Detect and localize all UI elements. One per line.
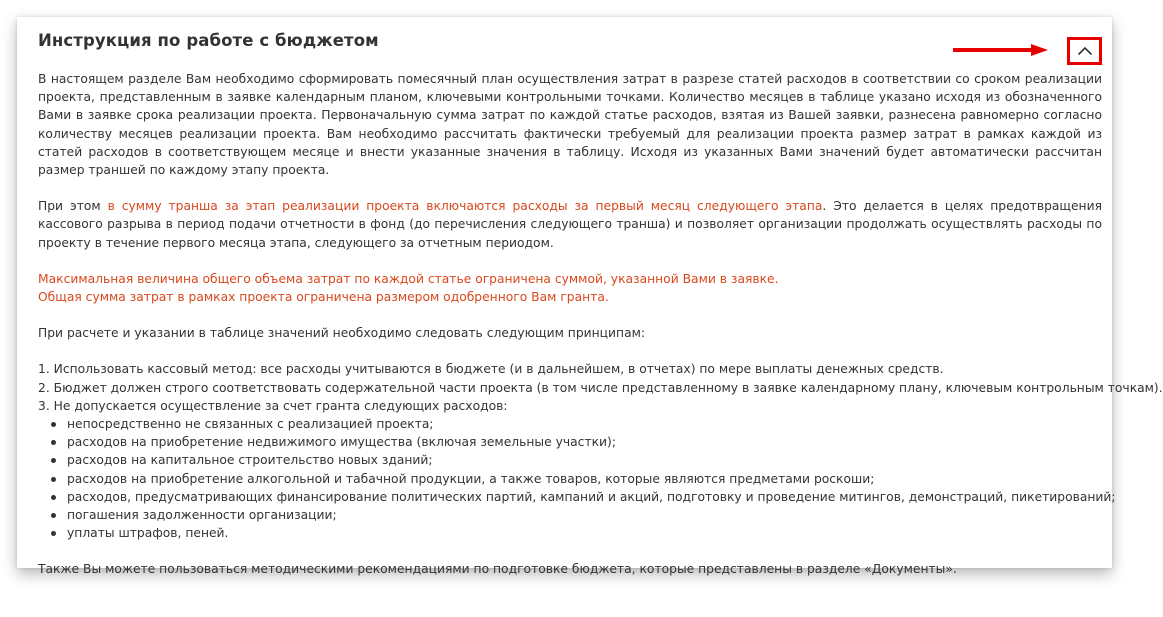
rule-item: 1. Использовать кассовый метод: все расходы учитываются в бюджете (и в дальнейшем, в отчетах) по мере выплаты денежных средств. <box>38 362 944 377</box>
limit-warning-2: Общая сумма затрат в рамках проекта ограничена размером одобренного Вам гранта. <box>38 290 609 305</box>
instructions-body <box>38 70 1163 579</box>
panel-title: Инструкция по работе с бюджетом <box>38 31 379 50</box>
documents-note: Также Вы можете пользоваться методическими рекомендациями по подготовке бюджета, которые представлены в разделе «Документы». <box>38 562 957 577</box>
list-item: погашения задолженности организации; <box>67 506 1102 524</box>
tranche-text-end: . Это делается в целях предотвращения кассового разрыва в период подачи отчетности в фонд (до перечисления следующего транша) и позволяет организации продолжать осуществлять расходы по проекту в течение первого месяца этапа, следующего за отчетным периодом. <box>38 199 1102 250</box>
tranche-highlight: в сумму транша за этап реализации проекта включаются расходы за первый месяц следующего этапа <box>107 199 823 214</box>
budget-instructions-panel <box>17 17 1163 577</box>
limit-warning-1: Максимальная величина общего объема затрат по каждой статье ограничена суммой, указанной Вами в заявке. <box>38 271 779 286</box>
rule-item: 3. Не допускается осуществление за счет гранта следующих расходов: <box>38 398 508 413</box>
list-item: расходов на капитальное строительство новых зданий; <box>67 451 1102 469</box>
list-item: непосредственно не связанных с реализацией проекта; <box>67 415 1102 433</box>
annotation-arrow-icon <box>953 44 1048 56</box>
chevron-up-icon <box>1077 46 1093 56</box>
list-item: расходов на приобретение алкогольной и табачной продукции, а также товаров, которые являются предметами роскоши; <box>67 470 1102 488</box>
intro-paragraph: В настоящем разделе Вам необходимо сформировать помесячный план осуществления затрат в разрезе статей расходов в соответствии со сроком реализации проекта, представленным в заявке календарным планом, ключевыми контрольными точками. Количество месяцев в таблице указано исходя из обозначенного Вами в заявке срока реализации проекта. Первоначальную сумма затрат по каждой статье расходов, взятая из Вашей заявки, разнесена равномерно согласно количеству месяцев реализации проекта. Вам необходимо рассчитать фактически требуемый для реализации проекта размер затрат в рамках каждой из статей расходов в соответствующем месяце и внести указанные значения в таблицу. Исходя из указанных Вами значений будет автоматически рассчитан размер траншей по каждому этапу проекта. <box>38 72 1102 178</box>
prohibited-expenses-list <box>38 415 1116 542</box>
collapse-toggle-button[interactable] <box>1067 37 1102 65</box>
list-item: расходов, предусматривающих финансирование политических партий, кампаний и акций, подготовку и проведение митингов, демонстраций, пикетирований; <box>67 488 1102 506</box>
rule-item: 2. Бюджет должен строго соответствовать содержательной части проекта (в том числе представленному в заявке календарному плану, ключевым контрольным точкам). <box>38 380 1163 395</box>
list-item: уплаты штрафов, пеней. <box>67 524 1102 542</box>
tranche-paragraph <box>38 197 1102 252</box>
principles-intro: При расчете и указании в таблице значений необходимо следовать следующим принципам: <box>38 326 646 341</box>
list-item: расходов на приобретение недвижимого имущества (включая земельные участки); <box>67 433 1102 451</box>
tranche-text-start: При этом <box>38 199 108 214</box>
